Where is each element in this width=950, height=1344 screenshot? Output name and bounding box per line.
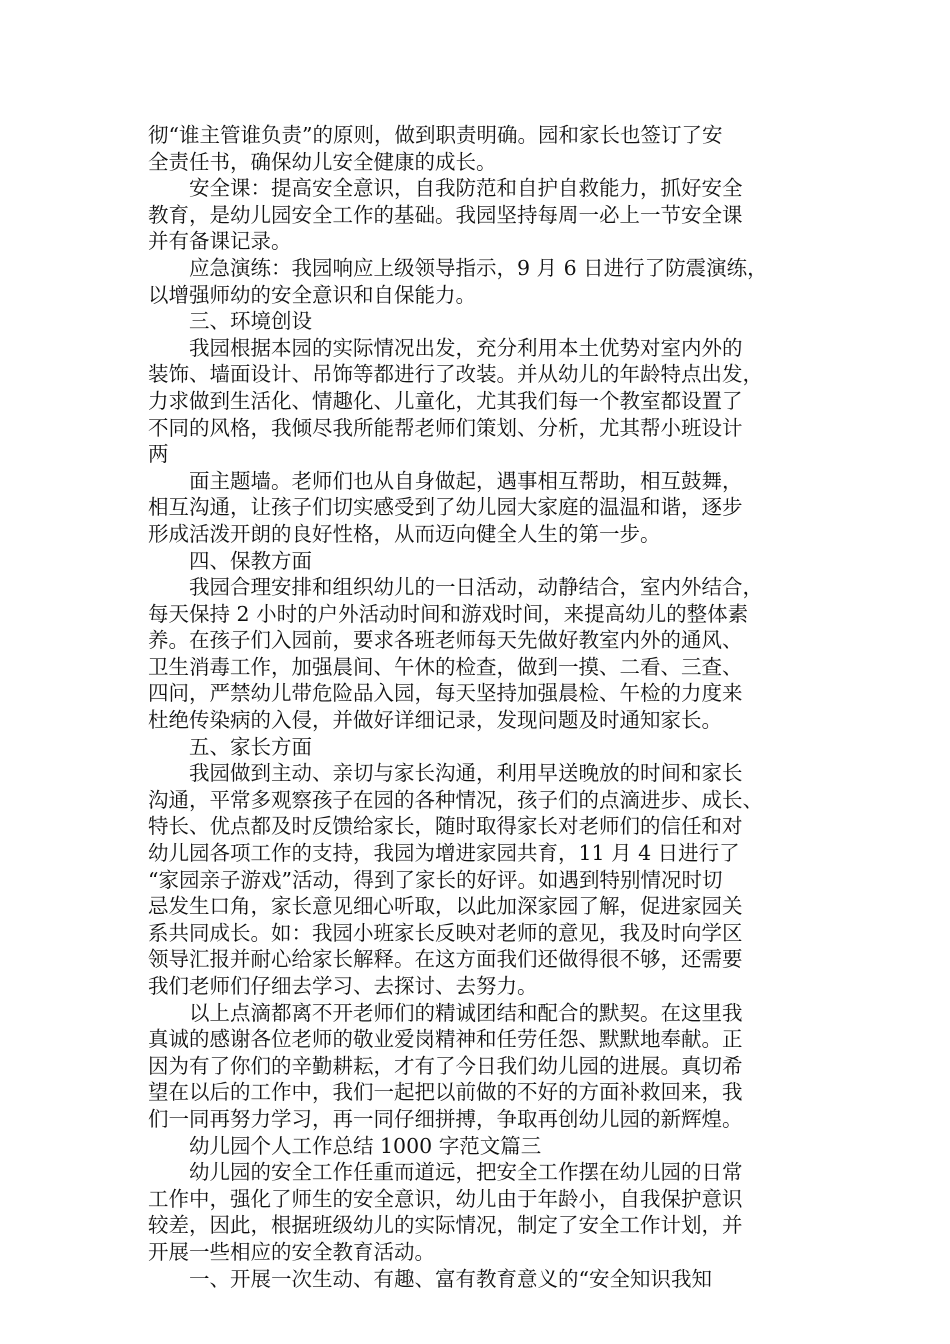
text-line: 面主题墙。老师们也从自身做起，遇事相互帮助，相互鼓舞， <box>189 468 743 493</box>
text-line: 真诚的感谢各位老师的敬业爱岗精神和任劳任怨、默默地奉献。正 <box>148 1027 743 1052</box>
text-line: 形成活泼开朗的良好性格，从而迈向健全人生的第一步。 <box>148 521 661 546</box>
text-line: 并有备课记录。 <box>148 229 292 254</box>
text-line: 三、环境创设 <box>189 309 312 334</box>
text-line: 幼儿园个人工作总结 1000 字范文篇三 <box>189 1133 542 1158</box>
text-line: 忌发生口角，家长意见细心听取，以此加深家园了解，促进家园关 <box>148 894 743 919</box>
text-line: 两 <box>148 442 169 467</box>
text-line: 教育，是幼儿园安全工作的基础。我园坚持每周一必上一节安全课 <box>148 202 743 227</box>
text-line: “家园亲子游戏”活动，得到了家长的好评。如遇到特别情况时切 <box>148 867 723 892</box>
text-line: 五、家长方面 <box>189 734 312 759</box>
text-line: 较差，因此，根据班级幼儿的实际情况，制定了安全工作计划，并 <box>148 1213 743 1238</box>
text-line: 系共同成长。如：我园小班家长反映对老师的意见，我及时向学区 <box>148 920 743 945</box>
text-line: 幼儿园的安全工作任重而道远，把安全工作摆在幼儿园的日常 <box>189 1160 743 1185</box>
text-line: 相互沟通，让孩子们切实感受到了幼儿园大家庭的温温和谐，逐步 <box>148 495 743 520</box>
text-line: 我园合理安排和组织幼儿的一日活动，动静结合，室内外结合， <box>189 575 763 600</box>
document-body <box>148 122 808 1292</box>
text-line: 幼儿园各项工作的支持，我园为增进家园共育，11 月 4 日进行了 <box>148 841 740 866</box>
text-line: 卫生消毒工作，加强晨间、午休的检查，做到一摸、二看、三查、 <box>148 654 743 679</box>
text-line: 们一同再努力学习，再一同仔细拼搏，争取再创幼儿园的新辉煌。 <box>148 1106 743 1131</box>
text-line: 应急演练：我园响应上级领导指示，9 月 6 日进行了防震演练， <box>189 255 768 280</box>
text-line: 我园根据本园的实际情况出发，充分利用本土优势对室内外的 <box>189 335 743 360</box>
text-line: 开展一些相应的安全教育活动。 <box>148 1239 435 1264</box>
text-line: 安全课：提高安全意识，自我防范和自护自救能力，抓好安全 <box>189 176 743 201</box>
text-line: 不同的风格，我倾尽我所能帮老师们策划、分析，尤其帮小班设计 <box>148 415 743 440</box>
text-line: 装饰、墙面设计、吊饰等都进行了改装。并从幼儿的年龄特点出发， <box>148 362 763 387</box>
text-line: 领导汇报并耐心给家长解释。在这方面我们还做得很不够，还需要 <box>148 947 743 972</box>
text-line: 一、开展一次生动、有趣、富有教育意义的“安全知识我知 <box>189 1266 712 1291</box>
text-line: 特长、优点都及时反馈给家长，随时取得家长对老师们的信任和对 <box>148 814 743 839</box>
text-line: 养。在孩子们入园前，要求各班老师每天先做好教室内外的通风、 <box>148 628 743 653</box>
text-line: 每天保持 2 小时的户外活动时间和游戏时间，来提高幼儿的整体素 <box>148 601 749 626</box>
text-line: 因为有了你们的辛勤耕耘，才有了今日我们幼儿园的进展。真切希 <box>148 1053 743 1078</box>
text-line: 力求做到生活化、情趣化、儿童化，尤其我们每一个教室都设置了 <box>148 388 743 413</box>
text-line: 全责任书，确保幼儿安全健康的成长。 <box>148 149 497 174</box>
text-line: 沟通，平常多观察孩子在园的各种情况，孩子们的点滴进步、成长、 <box>148 787 763 812</box>
text-line: 四问，严禁幼儿带危险品入园，每天坚持加强晨检、午检的力度来 <box>148 681 743 706</box>
text-line: 四、保教方面 <box>189 548 312 573</box>
text-line: 望在以后的工作中，我们一起把以前做的不好的方面补救回来，我 <box>148 1080 743 1105</box>
text-line: 以上点滴都离不开老师们的精诚团结和配合的默契。在这里我 <box>189 1000 743 1025</box>
text-line: 彻“谁主管谁负责”的原则，做到职责明确。园和家长也签订了安 <box>148 123 723 147</box>
text-line: 我们老师们仔细去学习、去探讨、去努力。 <box>148 974 538 998</box>
text-line: 我园做到主动、亲切与家长沟通，利用早送晚放的时间和家长 <box>189 761 743 786</box>
text-line: 工作中，强化了师生的安全意识，幼儿由于年龄小，自我保护意识 <box>148 1186 743 1211</box>
text-line: 以增强师幼的安全意识和自保能力。 <box>148 282 476 307</box>
text-line: 杜绝传染病的入侵，并做好详细记录，发现问题及时通知家长。 <box>148 708 722 733</box>
